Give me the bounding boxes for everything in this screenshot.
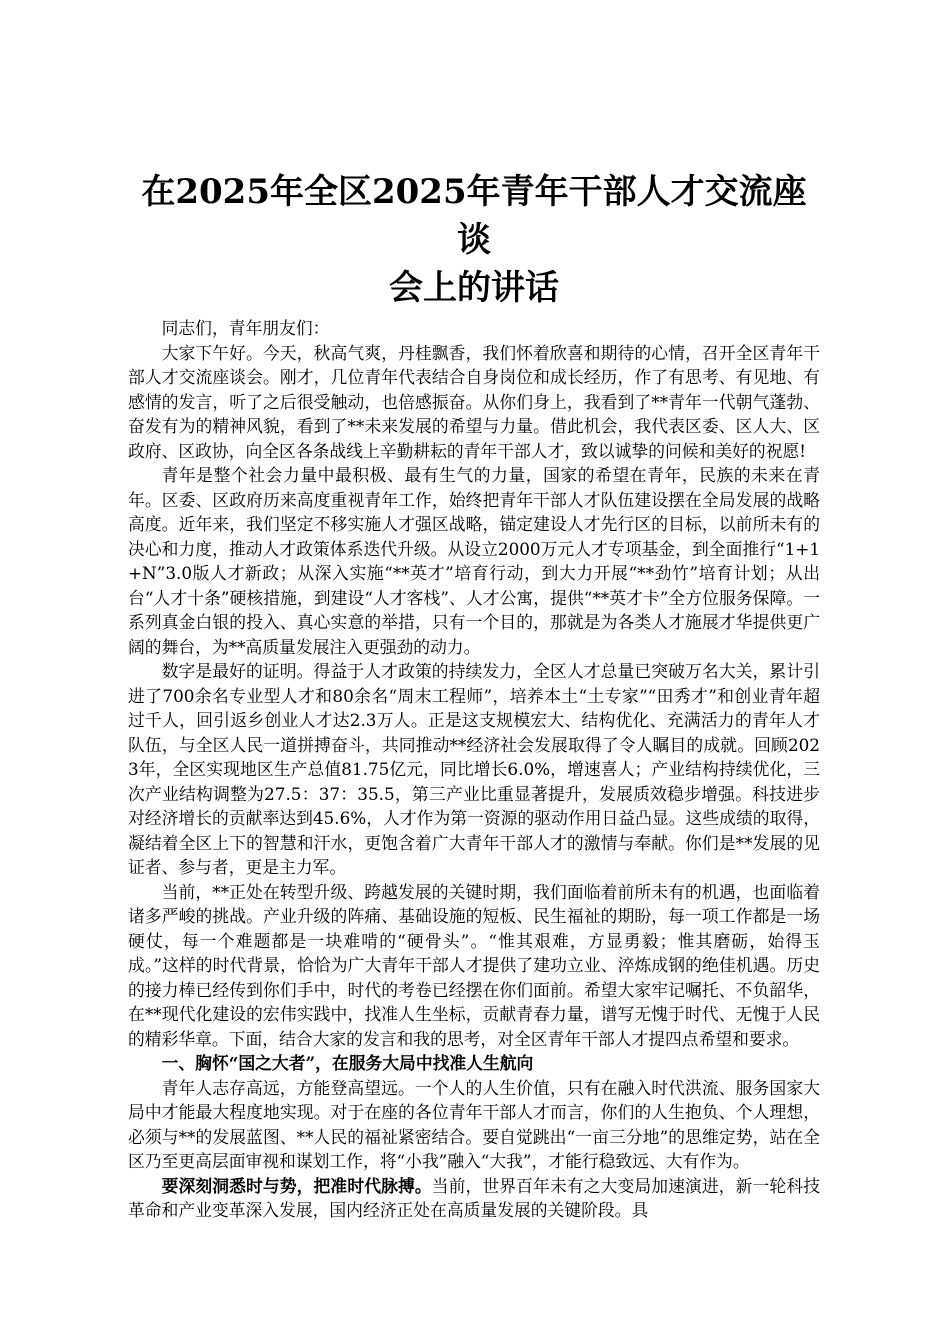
document-page (128, 168, 820, 1223)
paragraph-6-lead: 要深刻洞悉时与势，把准时代脉搏。 (161, 1175, 432, 1196)
paragraph-6-text: 当前，世界百年未有之大变局加速演进，新一轮科技革命和产业变革深入发展，国内经济正处在高质量发展的关键阶段。具 (128, 1175, 820, 1220)
paragraph-1: 大家下午好。今天，秋高气爽，丹桂飘香，我们怀着欣喜和期待的心情，召开全区青年干部人才交流座谈会。刚才，几位青年代表结合自身岗位和成长经历，作了有思考、有见地、有感情的发言，听了之后很受触动，也倍感振奋。从你们身上，我看到了**青年一代朝气蓬勃、奋发有为的精神风貌，看到了**未来发展的希望与力量。借此机会，我代表区委、区人大、区政府、区政协，向全区各条战线上辛勤耕耘的青年干部人才，致以诚挚的问候和美好的祝愿! (128, 342, 820, 461)
title-line-2: 会上的讲话 (389, 268, 559, 308)
title-line-1: 在2025年全区2025年青年干部人才交流座谈 (141, 172, 807, 260)
paragraph-4: 当前，**正处在转型升级、跨越发展的关键时期，我们面临着前所未有的机遇，也面临着诸多严峻的挑战。产业升级的阵痛、基础设施的短板、民生福祉的期盼，每一项工作都是一场硬仗，每一个难题都是一块难啃的“硬骨头”。“惟其艰难，方显勇毅；惟其磨砺，始得玉成。”这样的时代背景，恰恰为广大青年干部人才提供了建功立业、淬炼成钢的绝佳机遇。历史的接力棒已经传到你们手中，时代的考卷已经摆在你们面前。希望大家牢记嘱托、不负韶华，在**现代化建设的宏伟实践中，找准人生坐标，贡献青春力量，谱写无愧于时代、无愧于人民的精彩华章。下面，结合大家的发言和我的思考，对全区青年干部人才提四点希望和要求。 (128, 881, 820, 1049)
paragraph-5: 青年人志存高远，方能登高望远。一个人的人生价值，只有在融入时代洪流、服务国家大局中才能最大程度地实现。对于在座的各位青年干部人才而言，你们的人生抱负、个人理想，必须与**的发展蓝图、**人民的福祉紧密结合。要自觉跳出“一亩三分地”的思维定势，站在全区乃至更高层面审视和谋划工作，将“小我”融入“大我”，才能行稳致远、大有作为。 (128, 1077, 820, 1171)
paragraph-3: 数字是最好的证明。得益于人才政策的持续发力，全区人才总量已突破万名大关，累计引进了700余名专业型人才和80余名“周末工程师”，培养本土“土专家”“田秀才”和创业青年超过千人，回引返乡创业人才达2.3万人。正是这支规模宏大、结构优化、充满活力的青年人才队伍，与全区人民一道拼搏奋斗，共同推动**经济社会发展取得了令人瞩目的成就。回顾2023年，全区实现地区生产总值81.75亿元，同比增长6.0%，增速喜人；产业结构持续优化，三次产业结构调整为27.5：37：35.5，第三产业比重显著提升，发展质效稳步增强。科技进步对经济增长的贡献率达到45.6%，人才作为第一资源的驱动作用日益凸显。这些成绩的取得，凝结着全区上下的智慧和汗水，更饱含着广大青年干部人才的激情与奉献。你们是**发展的见证者、参与者，更是主力军。 (128, 661, 820, 877)
document-title (128, 168, 820, 312)
section-heading-1: 一、胸怀“国之大者”，在服务大局中找准人生航向 (161, 1053, 534, 1073)
paragraph-2: 青年是整个社会力量中最积极、最有生气的力量，国家的希望在青年，民族的未来在青年。区委、区政府历来高度重视青年工作，始终把青年干部人才队伍建设摆在全局发展的战略高度。近年来，我们坚定不移实施人才强区战略，锚定建设人才先行区的目标，以前所未有的决心和力度，推动人才政策体系迭代升级。从设立2000万元人才专项基金，到全面推行“1+1+N”3.0版人才新政；从深入实施“**英才”培育行动，到大力开展“**劲竹”培育计划；从出台“人才十条”硬核措施，到建设“人才客栈”、人才公寓，提供“**英才卡”全方位服务保障。一系列真金白银的投入、真心实意的举措，只有一个目的，那就是为各类人才施展才华提供更广阔的舞台，为**高质量发展注入更强劲的动力。 (128, 465, 820, 657)
paragraph-6 (128, 1174, 820, 1223)
salutation: 同志们，青年朋友们： (161, 318, 330, 338)
